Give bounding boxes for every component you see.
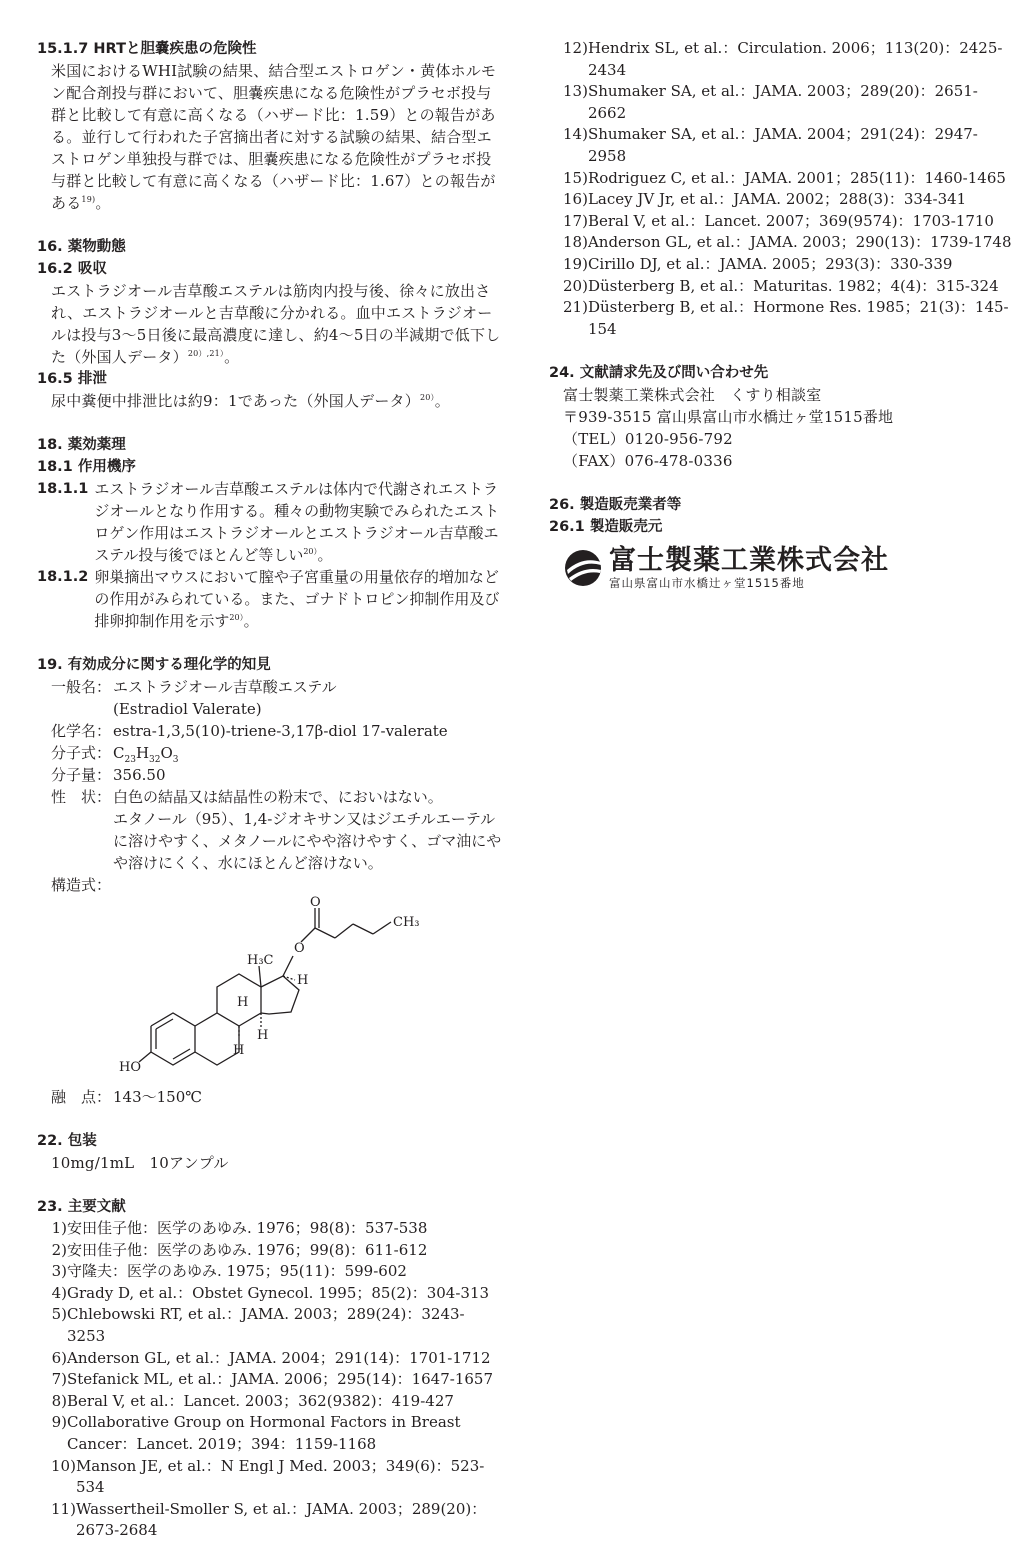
contact-line: 〒939-3515 富山県富山市水橋辻ヶ堂1515番地: [563, 408, 894, 427]
reference-text: Collaborative Group on Hormonal Factors in Breast: [67, 1413, 461, 1432]
section-18-1-heading: 18.1 作用機序: [37, 459, 136, 475]
structure-atom-ho: HO: [119, 1060, 141, 1075]
reference-item: [37, 1261, 502, 1283]
reference-number: 10): [51, 1456, 76, 1475]
reference-item: [37, 1240, 502, 1262]
reference-text: Chlebowski RT, et al.：JAMA. 2003；289(24)：3243-: [67, 1305, 465, 1324]
structure-atom-o: O: [294, 941, 305, 956]
general-name-row: 一般名： エストラジオール吉草酸エステル (Estradiol Valerate): [51, 678, 337, 718]
reference-text: Hendrix SL, et al.：Circulation. 2006；113(20)：2425-: [587, 39, 1003, 57]
reference-text: Shumaker SA, et al.：JAMA. 2003；289(20)：2651-2662: [587, 82, 978, 122]
reference-text: Wassertheil-Smoller S, et al.：JAMA. 2003；289(20)：: [75, 1499, 487, 1518]
structure-atom-h: H: [257, 1028, 269, 1043]
fuji-logo-icon: [563, 548, 603, 588]
reference-item: [549, 168, 1014, 190]
reference-number: 3): [51, 1262, 67, 1281]
reference-text: Rodriguez C, et al.：JAMA. 2001；285(11)：1460-1465: [587, 168, 1006, 187]
section-18-heading: 18. 薬効薬理: [37, 437, 126, 453]
reference-item: [549, 211, 1014, 233]
reference-text-continued: 2434: [587, 60, 627, 79]
section-26-1-heading: 26.1 製造販売元: [549, 519, 663, 536]
reference-number: 13): [563, 82, 588, 101]
section-16-5-heading: 16.5 排泄: [37, 371, 107, 387]
reference-item: [549, 189, 1014, 211]
packaging-text: 10mg/1mL 10アンプル: [51, 1154, 229, 1172]
reference-number: 21): [563, 298, 588, 317]
section-22-heading: 22. 包装: [37, 1133, 97, 1149]
reference-text-continued: 154: [587, 319, 617, 338]
structure-atom-h: H: [297, 973, 309, 988]
reference-marker: 20）: [303, 547, 318, 556]
reference-text: Stefanick ML, et al.：JAMA. 2006；295(14)：1647-1657: [67, 1370, 494, 1389]
reference-number: 16): [563, 190, 588, 209]
reference-marker: 20）: [419, 393, 435, 402]
structure-label-row: 構造式：: [51, 876, 112, 894]
section-24-heading: 24. 文献請求先及び問い合わせ先: [549, 365, 769, 382]
section-23-heading: 23. 主要文献: [37, 1199, 126, 1215]
section-15-1-7-heading: 15.1.7 HRTと胆嚢疾患の危険性: [37, 41, 257, 57]
reference-item: [549, 232, 1014, 254]
reference-item: [37, 1348, 502, 1370]
reference-item: [37, 1283, 502, 1305]
section-16-2-text: エストラジオール吉草酸エステルは筋肉内投与後、徐々に放出され、エストラジオールと吉草酸に分かれる。血中エストラジオールは投与3～5日後に最高濃度に達し、約4～5日の半減期で低下した（外国人データ）$^{20),21)}$。: [51, 282, 501, 366]
reference-number: 18): [563, 233, 588, 252]
reference-text: Düsterberg B, et al.：Hormone Res. 1985；21(3)：145-: [587, 298, 1009, 317]
section-19-heading: 19. 有効成分に関する理化学的知見: [37, 657, 271, 673]
reference-item: [549, 124, 1014, 167]
reference-item: [549, 297, 1014, 340]
reference-marker: 20）,21）: [187, 349, 225, 358]
reference-number: 17): [563, 211, 588, 230]
company-logo-address: 富山県富山市水橋辻ヶ堂1515番地: [609, 576, 805, 591]
reference-number: 7): [51, 1370, 67, 1389]
reference-item: [37, 1499, 502, 1542]
company-logo: [563, 546, 1014, 590]
reference-text-continued: Cancer：Lancet. 2019；394：1159-1168: [67, 1434, 377, 1453]
reference-text: Beral V, et al.：Lancet. 2003；362(9382)：419-427: [67, 1391, 454, 1410]
right-column: [549, 38, 1014, 590]
reference-number: 8): [51, 1391, 67, 1410]
left-column: [37, 38, 502, 1542]
structural-formula: [97, 896, 437, 1086]
section-16-5-text: 尿中糞便中排泄比は約9：1であった（外国人データ）$^{20)}$。: [51, 392, 450, 410]
reference-marker: 20）: [229, 613, 244, 622]
structure-atom-h3c: H₃C: [247, 953, 274, 968]
reference-text: Düsterberg B, et al.：Maturitas. 1982；4(4)：315-324: [587, 276, 999, 295]
reference-item: [37, 1412, 502, 1455]
reference-number: 4): [51, 1283, 67, 1302]
reference-number: 20): [563, 276, 588, 295]
section-16-heading: 16. 薬物動態: [37, 239, 126, 255]
reference-number: 14): [563, 125, 588, 144]
reference-text: Lacey JV Jr, et al.：JAMA. 2002；288(3)：334-341: [587, 190, 967, 209]
reference-number: 9): [51, 1413, 67, 1432]
reference-text-continued: 534: [75, 1478, 105, 1497]
melting-point-row: 融 点： 143～150℃: [51, 1088, 203, 1106]
reference-text: Anderson GL, et al.：JAMA. 2003；290(13)：1739-1748: [587, 233, 1012, 252]
references-list-continued: [549, 38, 1014, 340]
reference-item: [37, 1456, 502, 1499]
section-18-1-2: 18.1.2 卵巣摘出マウスにおいて膣や子宮重量の用量依存的増加などの作用がみられている。また、ゴナドトロピン抑制作用及び排卵抑制作用を示す$^{20)}$。: [37, 568, 500, 630]
property-row: 性 状： 白色の結晶又は結晶性の粉末で、においはない。 エタノール（95）、1,4-ジオキサン又はジエチルエーテルに溶けやすく、メタノールにやや溶けやすく、ゴマ油にやや溶けにくく、水にほとんど溶けない。: [51, 788, 502, 872]
estradiol-valerate-structure-image: [97, 896, 437, 1086]
reference-number: 19): [563, 254, 588, 273]
reference-number: 2): [51, 1240, 67, 1259]
reference-item: [37, 1369, 502, 1391]
reference-number: 5): [51, 1305, 67, 1324]
reference-text: Beral V, et al.：Lancet. 2007；369(9574)：1703-1710: [587, 211, 994, 230]
reference-text-continued: 3253: [67, 1326, 106, 1345]
reference-item: [37, 1391, 502, 1413]
reference-number: 1): [51, 1219, 67, 1237]
reference-text: Cirillo DJ, et al.：JAMA. 2005；293(3)：330-339: [587, 254, 953, 273]
reference-item: [549, 81, 1014, 124]
reference-text-continued: 2673-2684: [75, 1521, 158, 1540]
reference-text: 安田佳子他：医学のあゆみ. 1976；99(8)：611-612: [67, 1240, 428, 1259]
reference-text: 守隆夫：医学のあゆみ. 1975；95(11)：599-602: [67, 1262, 407, 1281]
reference-item: [37, 1304, 502, 1347]
reference-item: [549, 38, 1014, 81]
reference-item: [37, 1218, 502, 1240]
reference-marker: 19): [81, 195, 96, 204]
molecular-formula-row: 分子式： $C_{23}H_{32}O_3$: [51, 744, 179, 765]
reference-number: 11): [51, 1499, 76, 1518]
molecular-weight-row: 分子量： 356.50: [51, 766, 166, 784]
reference-number: 6): [51, 1348, 67, 1367]
reference-text: Grady D, et al.：Obstet Gynecol. 1995；85(2)：304-313: [67, 1283, 490, 1302]
contact-tel: （TEL）0120-956-792: [563, 430, 733, 449]
structure-atom-ch3: CH₃: [393, 915, 420, 930]
structure-atom-h: H: [233, 1043, 245, 1058]
reference-item: [549, 254, 1014, 276]
section-26-heading: 26. 製造販売業者等: [549, 497, 682, 514]
contact-fax: （FAX）076-478-0336: [563, 452, 733, 471]
reference-text: Manson JE, et al.：N Engl J Med. 2003；349(6)：523-: [75, 1456, 485, 1475]
section-16-2-heading: 16.2 吸収: [37, 261, 107, 277]
reference-text: Anderson GL, et al.：JAMA. 2004；291(14)：1701-1712: [67, 1348, 491, 1367]
contact-line: 富士製薬工業株式会社 くすり相談室: [563, 386, 822, 405]
structure-atom-o: O: [310, 896, 321, 910]
reference-text: 安田佳子他：医学のあゆみ. 1976；98(8)：537-538: [67, 1219, 428, 1237]
section-18-1-1: 18.1.1 エストラジオール吉草酸エステルは体内で代謝されエストラジオールとなり作用する。種々の動物実験でみられたエストロゲン作用はエストラジオールとエストラジオール吉草酸エステル投与後でほとんど等しい$^{20)}$。: [37, 480, 500, 564]
reference-number: 12): [563, 39, 588, 57]
section-15-1-7-text: 米国におけるWHI試験の結果、結合型エストロゲン・黄体ホルモン配合剤投与群において、胆嚢疾患になる危険性がプラセボ投与群と比較して有意に高くなる（ハザード比：1.59）との報告がある。並行して行われた子宮摘出者に対する試験の結果、結合型エストロゲン単独投与群では、胆嚢疾患になる危険性がプラセボ投与群と比較して有意に高くなる（ハザード比：1.67）との報告がある$^{19)}$。: [51, 62, 497, 212]
company-logo-name: 富士製薬工業株式会社: [609, 545, 889, 577]
chemical-name-row: 化学名： estra-1,3,5(10)-triene-3,17β-diol 17-valerate: [51, 722, 448, 740]
references-list: [37, 1218, 502, 1542]
reference-item: [549, 276, 1014, 298]
structure-atom-h: H: [237, 995, 249, 1010]
reference-text: Shumaker SA, et al.：JAMA. 2004；291(24)：2947-2958: [587, 125, 978, 165]
reference-number: 15): [563, 168, 588, 187]
